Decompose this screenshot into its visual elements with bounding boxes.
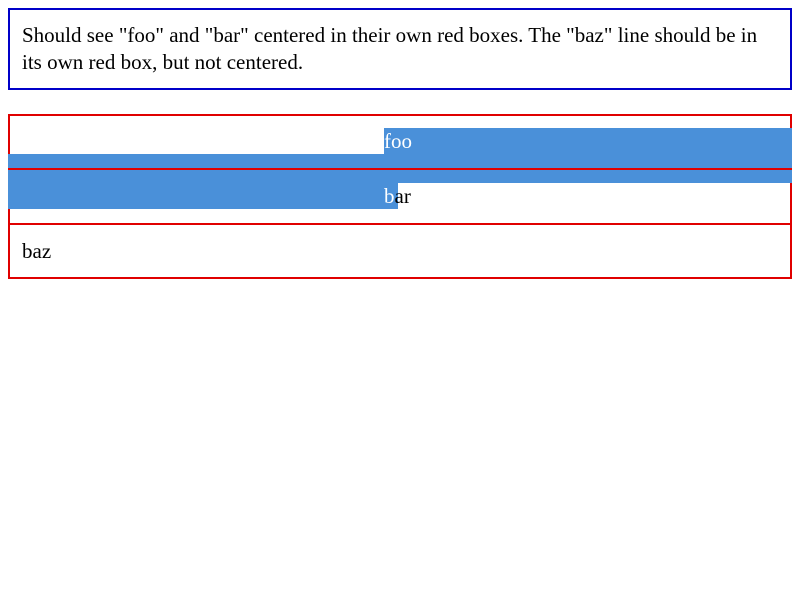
bar-line[interactable] — [384, 183, 411, 210]
instructions-box — [8, 8, 792, 90]
foo-line[interactable]: foo — [384, 129, 412, 153]
bar-unselected-part: ar — [394, 184, 411, 208]
instructions-text: Should see "foo" and "bar" centered in their own red boxes. The "baz" line should be in its own red box, but not centered. — [22, 23, 758, 74]
selection-highlight-foo — [384, 128, 792, 155]
selection-highlight-gap — [8, 154, 792, 168]
baz-red-box — [8, 223, 792, 279]
bar-selected-part: b — [384, 184, 395, 208]
selection-highlight-gap — [8, 170, 792, 183]
baz-line[interactable]: baz — [22, 239, 52, 263]
selection-highlight-bar — [8, 183, 398, 209]
